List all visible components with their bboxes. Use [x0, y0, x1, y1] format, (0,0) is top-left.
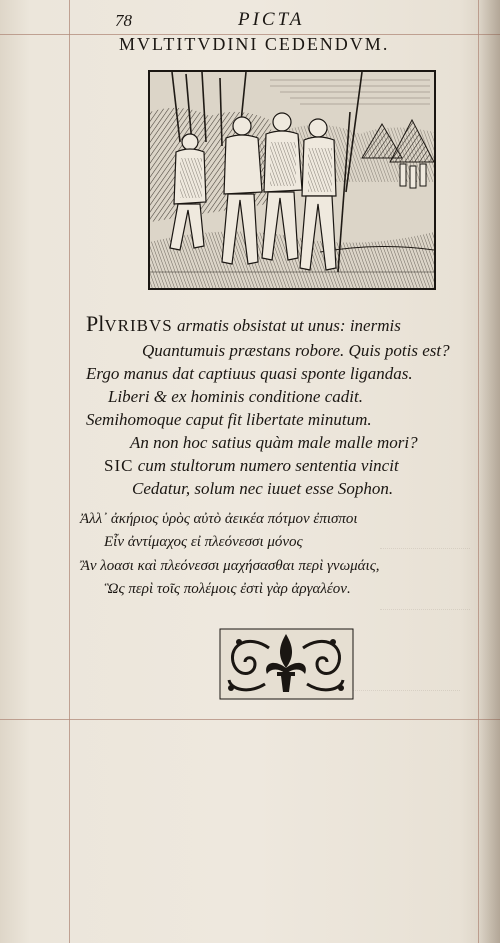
verse-line-1	[86, 311, 401, 336]
verse-small-caps: VRIBVS	[104, 316, 173, 335]
woodcut-illustration	[148, 70, 436, 290]
page-edge-shadow	[478, 0, 500, 943]
verse-line-7-cap: SIC	[104, 456, 134, 475]
greek-line-1: Ἀλλ᾽ ἀκήριος ὑρὸς αὐτὸ ἀεικέα πότμον ἐπισποι	[80, 511, 358, 527]
fleur-de-lis-ornament-icon	[219, 628, 354, 700]
margin-rule-bottom	[0, 719, 500, 720]
verse-line-7	[104, 456, 399, 476]
greek-line-4: Ὣς περὶ τοῖς πολέμοις ἐστὶ γὰρ ἀργαλέον.	[104, 581, 351, 597]
verse-line-2: Quantumuis præstans robore. Quis potis est?	[142, 341, 450, 360]
page-number: 78	[115, 11, 132, 30]
emblem-motto: MVLTITVDINI CEDENDVM.	[119, 34, 390, 54]
verse-line-6: An non hoc satius quàm male malle mori?	[130, 433, 418, 452]
verse-line-7-text: cum stultorum numero sententia vincit	[137, 456, 399, 475]
verse-line-5: Semihomoque caput fit libertate minutum.	[86, 410, 372, 429]
running-head: PICTA	[238, 9, 305, 30]
fleuron-ornament	[219, 628, 354, 700]
greek-line-3: Ἂν λοασι καὶ πλεόνεσσι μαχήσασθαι περὶ γνωμάις,	[80, 558, 380, 574]
verse-line-3: Ergo manus dat captiuus quasi sponte ligandas.	[86, 364, 413, 383]
verse-line-8: Cedatur, solum nec iuuet esse Sophon.	[132, 479, 394, 498]
verse-line-4: Liberi & ex hominis conditione cadit.	[108, 387, 363, 406]
verse-initial: Pl	[86, 311, 105, 336]
margin-rule-left	[69, 0, 70, 943]
woodcut-illustration-icon	[150, 72, 434, 288]
greek-line-2: Εἷν ἀντίμαχος εἰ πλεόνεσσι μόνος	[104, 534, 303, 550]
show-through-shadow	[380, 548, 470, 610]
verse-line-1-text: armatis obsistat ut unus: inermis	[176, 316, 401, 335]
